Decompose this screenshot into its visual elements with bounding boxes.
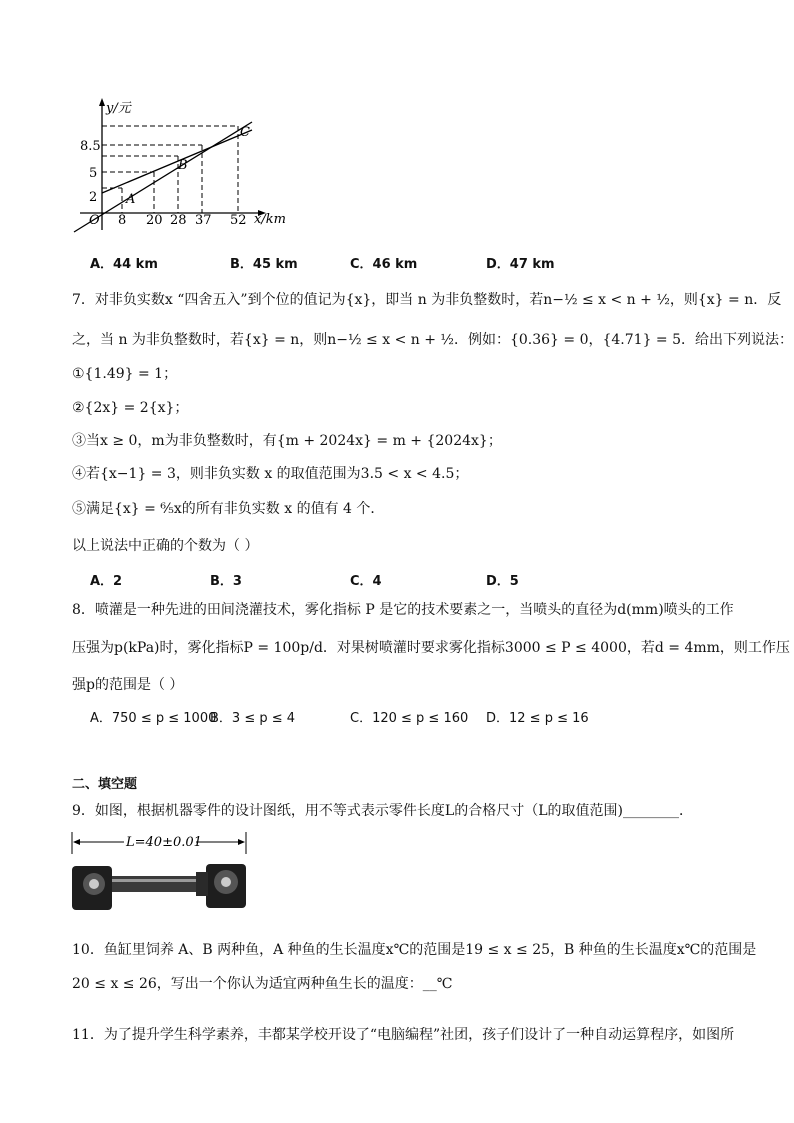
option-a[interactable]: A．750 ≤ p ≤ 1000 (90, 711, 217, 726)
x-tick-label: 28 (170, 213, 187, 228)
q8-line1: 8．喷灌是一种先进的田间浇灌技术，雾化指标 P 是它的技术要素之一，当喷头的直径为d(mm)喷头的工作 (72, 602, 734, 618)
x-axis-label: x/km (254, 212, 286, 227)
q7-item-3: ③当x ≥ 0，m为非负整数时，有{m + 2024x} = m + {2024x}； (72, 433, 502, 449)
q10-line2: 20 ≤ x ≤ 26，写出一个你认为适宜两种鱼生长的温度：__℃ (72, 976, 453, 992)
section-title: 二、填空题 (72, 777, 138, 792)
option-a[interactable]: A．2 (90, 574, 123, 589)
x-tick-label: 52 (230, 213, 247, 228)
option-b[interactable]: B．3 (210, 574, 242, 589)
option-c[interactable]: C．46 km (350, 257, 418, 272)
line-a (74, 122, 252, 232)
dimension-arrow-right (238, 839, 245, 845)
option-d[interactable]: D．5 (486, 574, 519, 589)
part-right-joint-center (221, 877, 231, 887)
q11-line1: 11．为了提升学生科学素养，丰都某学校开设了“电脑编程”社团，孩子们设计了一种自动运算程序，如图所 (72, 1027, 735, 1043)
machine-part-figure (70, 828, 250, 920)
option-d[interactable]: D．47 km (486, 257, 555, 272)
q7-line2: 之，当 n 为非负整数时，若{x} = n，则n−½ ≤ x < n + ½．例如：{0.36} = 0，{4.71} = 5．给出下列说法： (72, 332, 794, 348)
y-axis-arrow (99, 98, 105, 106)
q7-question: 以上说法中正确的个数为（ ） (72, 538, 259, 554)
y-tick-label: 2 (89, 190, 98, 205)
option-b[interactable]: B．45 km (230, 257, 298, 272)
part-collar (196, 872, 208, 896)
x-tick-label: 20 (146, 213, 163, 228)
q7-line1: 7．对非负实数x “四舍五入”到个位的值记为{x}，即当 n 为非负整数时，若n−½ ≤ x < n + ½，则{x} = n．反 (72, 292, 782, 308)
x-tick-label: 37 (195, 213, 212, 228)
line-b (102, 130, 252, 193)
point-label-b: B (178, 158, 188, 173)
dimension-label: L=40±0.01 (126, 835, 202, 850)
q8-line2: 压强为p(kPa)时，雾化指标P = 100p/d．对果树喷灌时要求雾化指标3000 ≤ P ≤ 4000，若d = 4mm，则工作压 (72, 640, 790, 656)
point-label-c: C (240, 125, 250, 140)
q7-item-1: ①{1.49} = 1； (72, 366, 178, 382)
q8-line3: 强p的范围是（ ） (72, 677, 184, 693)
option-d[interactable]: D．12 ≤ p ≤ 16 (486, 711, 589, 726)
q7-item-4: ④若{x−1} = 3，则非负实数 x 的取值范围为3.5 < x < 4.5； (72, 466, 469, 482)
y-axis-label: y/元 (106, 101, 131, 116)
y-tick-label: 8.5 (80, 139, 101, 154)
option-c[interactable]: C．120 ≤ p ≤ 160 (350, 711, 469, 726)
q9-text: 9．如图，根据机器零件的设计图纸，用不等式表示零件长度L的合格尺寸（L的取值范围)________． (72, 803, 693, 819)
option-c[interactable]: C．4 (350, 574, 382, 589)
option-b[interactable]: B．3 ≤ p ≤ 4 (210, 711, 296, 726)
distance-fare-graph (66, 92, 306, 242)
origin-label: O (89, 213, 100, 228)
dimension-arrow-left (73, 839, 80, 845)
x-tick-label: 8 (118, 213, 127, 228)
q7-item-5: ⑤满足{x} = ⁶⁄₅x的所有非负实数 x 的值有 4 个． (72, 501, 385, 517)
part-left-joint-center (89, 879, 99, 889)
y-tick-label: 5 (89, 166, 98, 181)
option-a[interactable]: A．44 km (90, 257, 158, 272)
q7-item-2: ②{2x} = 2{x}； (72, 400, 189, 416)
point-label-a: A (126, 192, 136, 207)
q10-line1: 10．鱼缸里饲养 A、B 两种鱼，A 种鱼的生长温度x℃的范围是19 ≤ x ≤ 25，B 种鱼的生长温度x℃的范围是 (72, 942, 757, 958)
